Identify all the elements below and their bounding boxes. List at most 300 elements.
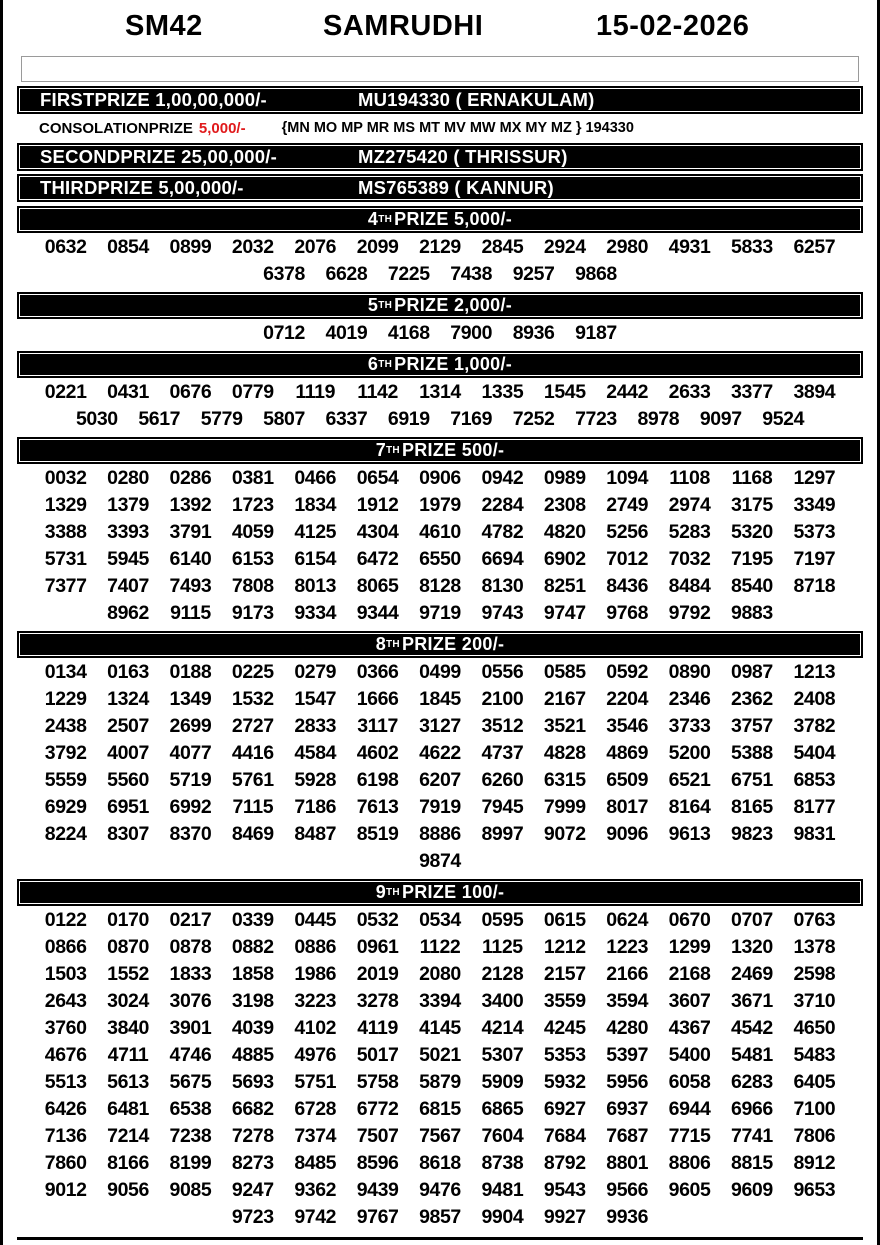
prize-number: 8166 (107, 1152, 149, 1174)
prize-number: 0890 (668, 661, 711, 683)
prize-number: 7225 (387, 263, 430, 285)
prize-ordinal: 8 (375, 634, 387, 654)
prize-number: 9613 (668, 823, 711, 845)
prize-number: 8487 (294, 823, 337, 845)
prize-number: 8912 (793, 1152, 836, 1174)
prize-number: 2157 (543, 963, 586, 985)
prize-number: 8618 (419, 1152, 461, 1174)
prize-number: 3117 (357, 715, 398, 737)
prize-number: 7169 (450, 408, 493, 430)
prize-number: 9362 (294, 1179, 337, 1201)
prize-number: 0280 (107, 467, 149, 489)
prize-number: 8886 (419, 823, 461, 845)
prize-number: 9742 (294, 1206, 337, 1228)
prize-number: 1125 (482, 936, 523, 958)
prize-section-header: 8 TH PRIZE 200/- (17, 631, 863, 658)
prize-number: 0676 (169, 381, 212, 403)
prize-number: 6966 (731, 1098, 773, 1120)
prize-number: 3559 (543, 990, 586, 1012)
prize-number: 1229 (44, 688, 87, 710)
prize-number: 6058 (668, 1071, 711, 1093)
prize-number: 4059 (231, 521, 274, 543)
prize-number: 0763 (793, 909, 836, 931)
prize-number: 6378 (263, 263, 305, 285)
prize-number: 3671 (731, 990, 773, 1012)
prize-number: 2749 (606, 494, 649, 516)
prize-number: 9874 (419, 850, 461, 872)
prize-number: 4622 (419, 742, 461, 764)
prize-number: 8224 (44, 823, 87, 845)
prize-section-label: PRIZE 5,000/- (394, 209, 513, 229)
prize-number: 1122 (419, 936, 461, 958)
prize-number: 3512 (481, 715, 524, 737)
prize-number: 5256 (606, 521, 649, 543)
prize-number: 1329 (44, 494, 87, 516)
prize-number: 6257 (793, 236, 836, 258)
prize-number: 8936 (512, 322, 555, 344)
prize-number: 3377 (731, 381, 773, 403)
prize-number: 2442 (606, 381, 649, 403)
prize-number: 1297 (793, 467, 836, 489)
prize-number: 9927 (543, 1206, 586, 1228)
prize-number: 0712 (263, 322, 305, 344)
prize-number: 6521 (668, 769, 711, 791)
consolation-label: CONSOLATIONPRIZE (39, 119, 193, 137)
third-prize-label: THIRDPRIZE 5,00,000/- (40, 177, 244, 198)
prize-number: 6337 (325, 408, 368, 430)
prize-number: 2633 (668, 381, 711, 403)
prize-number: 2099 (356, 236, 399, 258)
prize-number: 8273 (231, 1152, 274, 1174)
prize-number: 7195 (731, 548, 773, 570)
prize-number: 7032 (668, 548, 711, 570)
prize-number: 8128 (419, 575, 461, 597)
prize-number: 0279 (294, 661, 337, 683)
prize-number: 9743 (481, 602, 524, 624)
prize-number: 2080 (419, 963, 461, 985)
prize-number: 6260 (481, 769, 524, 791)
prize-number: 0624 (606, 909, 649, 931)
first-prize-label: FIRSTPRIZE 1,00,00,000/- (40, 89, 267, 110)
prize-number: 5283 (668, 521, 711, 543)
prize-number: 1094 (606, 467, 649, 489)
prize-number: 7806 (793, 1125, 836, 1147)
prize-number: 6902 (543, 548, 586, 570)
prize-number: 3076 (169, 990, 212, 1012)
prize-number: 1912 (356, 494, 399, 516)
draw-code: SM42 (125, 10, 203, 42)
prize-number: 9831 (793, 823, 836, 845)
prize-number: 3024 (107, 990, 149, 1012)
prize-number: 7684 (543, 1125, 586, 1147)
prize-number: 5731 (44, 548, 87, 570)
prize-number: 0286 (169, 467, 212, 489)
prize-number: 7012 (606, 548, 649, 570)
prize-number: 7613 (356, 796, 399, 818)
prize-number: 0632 (44, 236, 87, 258)
prize-number: 9344 (356, 602, 399, 624)
prize-number: 9904 (481, 1206, 524, 1228)
prize-number: 7741 (731, 1125, 773, 1147)
prize-number: 0225 (231, 661, 274, 683)
prize-number: 8801 (606, 1152, 649, 1174)
prize-number: 2643 (44, 990, 87, 1012)
prize-section-label: PRIZE 200/- (401, 634, 505, 654)
prize-number: 1314 (419, 381, 461, 403)
prize-number: 6919 (387, 408, 430, 430)
prize-number: 9883 (731, 602, 773, 624)
prize-number: 9115 (170, 602, 211, 624)
prize-number: 0615 (543, 909, 586, 931)
prize-number: 5021 (419, 1044, 461, 1066)
prize-number: 9857 (419, 1206, 461, 1228)
prize-number: 2166 (606, 963, 649, 985)
prize-number: 5751 (294, 1071, 337, 1093)
prize-section-header: 6 TH PRIZE 1,000/- (17, 351, 863, 378)
prize-number: 9543 (543, 1179, 586, 1201)
prize-number: 4869 (606, 742, 649, 764)
prize-number: 5617 (138, 408, 181, 430)
prize-number: 2100 (481, 688, 524, 710)
prize-number: 2924 (543, 236, 586, 258)
prize-number: 3127 (419, 715, 461, 737)
prize-number: 4102 (294, 1017, 337, 1039)
prize-number: 9747 (543, 602, 586, 624)
prize-number: 1986 (294, 963, 337, 985)
prize-number: 4245 (543, 1017, 586, 1039)
prize-section-label: PRIZE 1,000/- (394, 354, 513, 374)
prize-number: 2167 (543, 688, 586, 710)
prize-number: 0961 (356, 936, 399, 958)
prize-number: 1503 (44, 963, 87, 985)
prize-number: 1392 (169, 494, 212, 516)
prize-number: 3175 (731, 494, 773, 516)
draw-date: 15-02-2026 (596, 10, 750, 42)
prize-ordinal: 5 (367, 295, 379, 315)
prize-number: 9768 (606, 602, 649, 624)
prize-number: 5513 (44, 1071, 87, 1093)
prize-number: 0532 (356, 909, 399, 931)
prize-number: 1834 (294, 494, 337, 516)
prize-number: 1378 (793, 936, 836, 958)
prize-number: 5693 (231, 1071, 274, 1093)
prize-number: 6153 (231, 548, 274, 570)
prize-number: 0878 (169, 936, 212, 958)
prize-number: 1168 (731, 467, 773, 489)
prize-number: 2129 (419, 236, 461, 258)
prize-number: 3394 (419, 990, 461, 1012)
prize-ordinal: 4 (367, 209, 379, 229)
prize-number: 8519 (356, 823, 399, 845)
prize-number: 2469 (731, 963, 773, 985)
prize-number: 9653 (793, 1179, 836, 1201)
prize-number: 4676 (44, 1044, 87, 1066)
prize-number: 2507 (107, 715, 149, 737)
prize-number: 4782 (481, 521, 524, 543)
prize-number: 0032 (44, 467, 87, 489)
prize-number: 7438 (450, 263, 493, 285)
prize-number: 0882 (231, 936, 274, 958)
prize-number: 8738 (481, 1152, 524, 1174)
prize-number: 9481 (481, 1179, 524, 1201)
prize-number: 2308 (543, 494, 586, 516)
prize-number: 5307 (481, 1044, 524, 1066)
first-prize-bar (17, 86, 863, 114)
prize-number: 3278 (356, 990, 399, 1012)
prize-number: 2204 (606, 688, 649, 710)
prize-number: 0707 (731, 909, 773, 931)
prize-number-grid (34, 659, 846, 875)
prize-number: 3840 (107, 1017, 149, 1039)
prize-number: 1545 (543, 381, 586, 403)
prize-number: 8792 (543, 1152, 586, 1174)
prize-number: 7214 (107, 1125, 149, 1147)
prize-number: 0170 (107, 909, 149, 931)
prize-number: 3757 (731, 715, 773, 737)
prize-number: 5483 (793, 1044, 836, 1066)
prize-number: 1213 (793, 661, 836, 683)
prize-number: 4280 (606, 1017, 649, 1039)
second-prize-winner: MZ275420 ( THRISSUR) (358, 146, 568, 167)
prize-number: 5928 (294, 769, 337, 791)
prize-number: 6992 (169, 796, 212, 818)
prize-number: 1532 (231, 688, 274, 710)
prize-number: 9187 (575, 322, 617, 344)
prize-number: 4214 (481, 1017, 524, 1039)
prize-number: 9012 (44, 1179, 87, 1201)
prize-number: 8165 (731, 796, 773, 818)
prize-number: 1299 (668, 936, 711, 958)
prize-number: 2362 (731, 688, 773, 710)
prize-number: 9085 (169, 1179, 212, 1201)
prize-number: 0534 (419, 909, 461, 931)
prize-number: 6853 (793, 769, 836, 791)
prize-number: 9476 (419, 1179, 461, 1201)
prize-number: 0866 (44, 936, 87, 958)
prize-number: 2980 (606, 236, 649, 258)
prize-number: 6481 (107, 1098, 149, 1120)
prize-number: 5481 (731, 1044, 773, 1066)
prize-number: 1335 (481, 381, 524, 403)
prize-number: 5761 (231, 769, 274, 791)
consolation-prize-row (17, 116, 863, 140)
prize-number: 3894 (793, 381, 836, 403)
prize-number: 1212 (543, 936, 586, 958)
prize-number: 0366 (356, 661, 399, 683)
prize-number: 6315 (543, 769, 586, 791)
prize-number: 5017 (356, 1044, 399, 1066)
prize-number: 5388 (731, 742, 773, 764)
prize-number: 9823 (731, 823, 773, 845)
prize-number: 0339 (231, 909, 274, 931)
bottom-divider (17, 1237, 863, 1240)
prize-number: 6951 (107, 796, 149, 818)
prize-number: 4542 (731, 1017, 773, 1039)
prize-number: 1845 (419, 688, 461, 710)
prize-number: 6140 (169, 548, 212, 570)
prize-number: 9868 (575, 263, 617, 285)
prize-number: 5675 (169, 1071, 212, 1093)
prize-number: 0989 (543, 467, 586, 489)
prize-number: 7278 (231, 1125, 274, 1147)
prize-section (3, 879, 877, 1231)
prize-number: 6628 (325, 263, 368, 285)
second-prize-label: SECONDPRIZE 25,00,000/- (40, 146, 277, 167)
prize-section-header: 7 TH PRIZE 500/- (17, 437, 863, 464)
prize-number: 3198 (231, 990, 274, 1012)
prize-number: 5200 (668, 742, 711, 764)
prize-number: 3792 (44, 742, 87, 764)
prize-number: 6283 (731, 1071, 773, 1093)
prize-number: 4367 (668, 1017, 711, 1039)
prize-number: 3760 (44, 1017, 87, 1039)
prize-number: 8251 (543, 575, 586, 597)
prize-number: 6865 (481, 1098, 524, 1120)
prize-number: 1119 (295, 381, 336, 403)
prize-number: 6929 (44, 796, 87, 818)
page-title (3, 0, 877, 46)
prize-number: 9072 (543, 823, 586, 845)
prize-number: 8718 (793, 575, 836, 597)
consolation-series: {MN MO MP MR MS MT MV MW MX MY MZ } 194330 (281, 120, 634, 136)
prize-number: 8485 (294, 1152, 337, 1174)
prize-section-header: 9 TH PRIZE 100/- (17, 879, 863, 906)
prize-number: 5758 (356, 1071, 399, 1093)
third-prize-winner: MS765389 ( KANNUR) (358, 177, 554, 198)
prize-number: 7808 (231, 575, 274, 597)
prize-number: 4077 (169, 742, 212, 764)
prize-number: 9056 (107, 1179, 149, 1201)
prize-number: 1108 (669, 467, 710, 489)
prize-number: 4119 (357, 1017, 398, 1039)
prize-number: 2699 (169, 715, 212, 737)
prize-number: 0670 (668, 909, 711, 931)
prize-number: 6944 (668, 1098, 711, 1120)
prize-number: 8013 (294, 575, 337, 597)
prize-number: 4711 (107, 1044, 149, 1066)
prize-number: 4168 (387, 322, 430, 344)
prize-number: 7604 (481, 1125, 524, 1147)
prize-number: 8596 (356, 1152, 399, 1174)
prize-number: 4039 (231, 1017, 274, 1039)
prize-number: 4737 (481, 742, 524, 764)
prize-number: 1324 (107, 688, 149, 710)
prize-number: 8017 (606, 796, 649, 818)
prize-number: 0466 (294, 467, 337, 489)
prize-number: 7900 (450, 322, 493, 344)
prize-number: 2168 (668, 963, 711, 985)
prize-number: 2974 (668, 494, 711, 516)
prize-number: 1349 (169, 688, 212, 710)
prize-number: 5779 (200, 408, 243, 430)
prize-number-grid (34, 907, 846, 1231)
prize-number: 0987 (731, 661, 773, 683)
prize-number: 4976 (294, 1044, 337, 1066)
prize-number: 3349 (793, 494, 836, 516)
prize-number: 2598 (793, 963, 836, 985)
prize-number: 3521 (543, 715, 586, 737)
prize-section (3, 206, 877, 288)
prize-number: 5320 (731, 521, 773, 543)
prize-number: 2408 (793, 688, 836, 710)
prize-number: 0221 (44, 381, 87, 403)
prize-number: 8370 (169, 823, 212, 845)
prize-number-grid (34, 320, 846, 347)
prize-number: 4828 (543, 742, 586, 764)
prize-number: 3782 (793, 715, 836, 737)
prize-number: 8130 (481, 575, 524, 597)
prize-number: 2076 (294, 236, 337, 258)
prize-number: 5353 (543, 1044, 586, 1066)
prize-number: 8978 (637, 408, 680, 430)
prize-number: 6550 (419, 548, 461, 570)
prize-number: 5956 (606, 1071, 649, 1093)
prize-number: 6405 (793, 1071, 836, 1093)
prize-number: 4610 (419, 521, 461, 543)
prize-number: 5833 (731, 236, 773, 258)
second-prize-bar (17, 143, 863, 171)
lottery-name: SAMRUDHI (323, 10, 484, 42)
prize-number: 0163 (107, 661, 149, 683)
prize-number: 5373 (793, 521, 836, 543)
prize-number: 2845 (481, 236, 524, 258)
prize-number: 6694 (481, 548, 524, 570)
prize-number: 9097 (699, 408, 742, 430)
prize-number: 4602 (356, 742, 399, 764)
prize-number: 8177 (793, 796, 836, 818)
empty-header-bar (21, 56, 859, 82)
prize-number: 7919 (419, 796, 461, 818)
prize-number: 0431 (107, 381, 149, 403)
prize-number: 2346 (668, 688, 711, 710)
prize-number: 9719 (419, 602, 461, 624)
prize-number: 8484 (668, 575, 711, 597)
prize-number: 5879 (419, 1071, 461, 1093)
prize-number: 0381 (231, 467, 274, 489)
prize-number: 5807 (263, 408, 305, 430)
prize-number: 1858 (231, 963, 274, 985)
prize-ordinal: 9 (375, 882, 387, 902)
prize-number: 5909 (481, 1071, 524, 1093)
prize-number: 6728 (294, 1098, 337, 1120)
prize-section (3, 631, 877, 875)
prize-number: 0899 (169, 236, 212, 258)
prize-number: 7999 (543, 796, 586, 818)
prize-number: 1379 (107, 494, 149, 516)
prize-number-grid (34, 379, 846, 433)
prize-number: 8199 (169, 1152, 212, 1174)
prize-number: 4885 (231, 1044, 274, 1066)
prize-number: 0188 (169, 661, 212, 683)
prize-number: 4584 (294, 742, 337, 764)
prize-number: 3791 (169, 521, 212, 543)
prize-number: 3733 (668, 715, 711, 737)
prize-number: 7407 (107, 575, 149, 597)
prize-number: 8540 (731, 575, 773, 597)
prize-number: 8469 (231, 823, 274, 845)
prize-number: 0906 (419, 467, 461, 489)
prize-number: 0556 (481, 661, 524, 683)
prize-number: 7115 (232, 796, 274, 818)
prize-number: 1552 (107, 963, 149, 985)
prize-number: 9096 (606, 823, 649, 845)
prize-number: 6751 (731, 769, 773, 791)
prize-number: 7238 (169, 1125, 212, 1147)
prize-number: 7136 (44, 1125, 87, 1147)
prize-number: 4145 (419, 1017, 461, 1039)
prize-number: 3400 (481, 990, 524, 1012)
prize-number: 1320 (731, 936, 773, 958)
